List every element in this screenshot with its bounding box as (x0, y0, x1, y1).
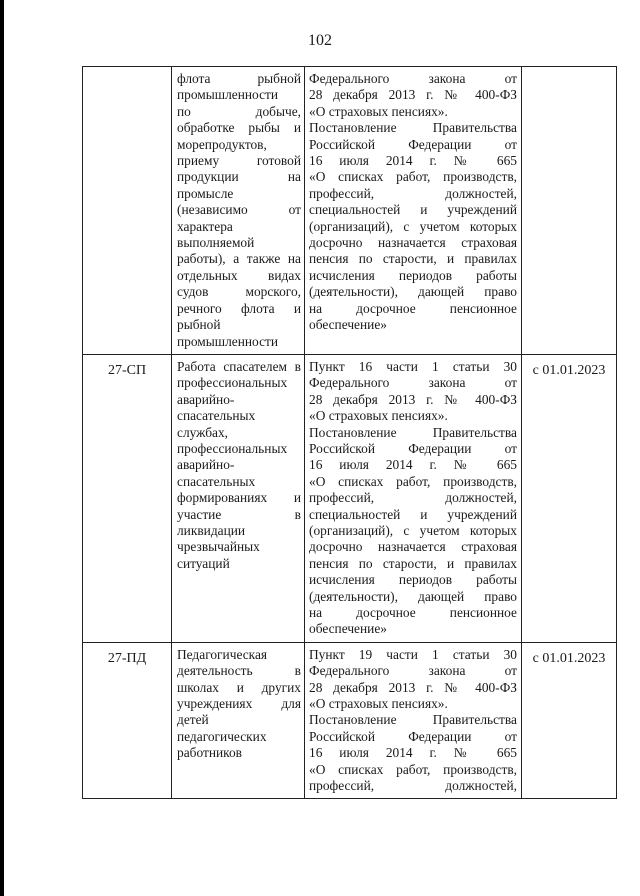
basis-line: Российской Федерации от (309, 728, 517, 744)
basis-line: Пункт 19 части 1 статьи 30 (309, 646, 517, 662)
work-line: (независимо от (177, 202, 301, 218)
basis-line: специальностей и учреждений (309, 506, 517, 522)
basis-line: (деятельности), дающей право (309, 588, 517, 604)
work-line: деятельность в (177, 663, 301, 679)
basis-line: Пункт 16 части 1 статьи 30 (309, 358, 517, 374)
row-work-cell (172, 354, 305, 642)
work-line: обработке рыбы и (177, 120, 301, 136)
basis-line: профессий, должностей, (309, 778, 517, 794)
basis-line: 16 июля 2014 г. № 665 (309, 457, 517, 473)
basis-line: 16 июля 2014 г. № 665 (309, 153, 517, 169)
work-line: промысле (177, 185, 234, 201)
work-line: работы), а также на (177, 251, 301, 267)
work-line: аварийно- (177, 457, 235, 473)
table-body (83, 67, 617, 799)
pension-conditions-table (82, 66, 617, 799)
work-line: промышленности (177, 87, 279, 103)
page-number: 102 (308, 32, 332, 49)
work-line: спасательных (177, 473, 256, 489)
work-line: профессиональных (177, 440, 288, 456)
basis-line: «О страховых пенсиях». (309, 408, 448, 424)
basis-line: исчисления периодов работы (309, 267, 517, 283)
row-basis-cell (305, 354, 522, 642)
work-line: приему готовой (177, 153, 301, 169)
row-date-cell: с 01.01.2023 (522, 354, 617, 642)
work-line: службах, (177, 424, 229, 440)
work-line: морепродуктов, (177, 136, 267, 152)
work-line: учреждениях для (177, 696, 301, 712)
basis-line: «О списках работ, производств, (309, 473, 517, 489)
basis-line: обеспечение» (309, 621, 387, 637)
work-line: профессиональных (177, 375, 288, 391)
basis-line: Федерального закона от (309, 375, 517, 391)
basis-line: 28 декабря 2013 г. № 400-ФЗ (309, 679, 517, 695)
basis-line: досрочно назначается страховая (309, 235, 517, 251)
basis-line: 16 июля 2014 г. № 665 (309, 745, 517, 761)
row-date-cell (522, 67, 617, 355)
work-line: промышленности (177, 333, 279, 349)
work-line: формированиях и (177, 490, 301, 506)
basis-line: обеспечение» (309, 317, 387, 333)
basis-line: специальностей и учреждений (309, 202, 517, 218)
basis-line: исчисления периодов работы (309, 572, 517, 588)
scan-edge-mark (0, 0, 4, 896)
basis-line: Постановление Правительства (309, 424, 517, 440)
basis-line: профессий, должностей, (309, 490, 517, 506)
work-line: речного флота и (177, 300, 301, 316)
row-basis-cell (305, 67, 522, 355)
basis-line: Российской Федерации от (309, 440, 517, 456)
basis-line: пенсия по старости, и правилах (309, 251, 517, 267)
work-line: ликвидации (177, 522, 246, 538)
table-row (83, 67, 617, 355)
row-basis-cell (305, 642, 522, 799)
work-line: характера (177, 218, 233, 234)
basis-line: «О страховых пенсиях». (309, 103, 448, 119)
work-line: по добыче, (177, 103, 301, 119)
row-date-cell: с 01.01.2023 (522, 642, 617, 799)
basis-line: на досрочное пенсионное (309, 605, 517, 620)
basis-line: на досрочное пенсионное (309, 300, 517, 316)
basis-line: 28 декабря 2013 г. № 400-ФЗ (309, 87, 517, 103)
work-line: ситуаций (177, 555, 230, 571)
work-line: продукции на (177, 169, 301, 185)
row-work-cell (172, 67, 305, 355)
basis-line: пенсия по старости, и правилах (309, 555, 517, 571)
work-line: школах и других (177, 679, 301, 695)
row-code-cell: 27-СП (83, 354, 172, 642)
basis-line: «О страховых пенсиях». (309, 696, 448, 712)
work-line: судов морского, (177, 284, 301, 300)
work-line: Работа спасателем в (177, 358, 301, 374)
basis-line: (организаций), с учетом которых (309, 218, 517, 234)
work-line: рыбной (177, 317, 221, 333)
work-line: чрезвычайных (177, 539, 260, 555)
basis-line: (деятельности), дающей право (309, 284, 517, 300)
table-row (83, 642, 617, 799)
work-line: работников (177, 745, 242, 761)
row-code-cell: 27-ПД (83, 642, 172, 799)
basis-line: «О списках работ, производств, (309, 761, 517, 777)
basis-line: Постановление Правительства (309, 120, 517, 136)
basis-line: Постановление Правительства (309, 712, 517, 728)
work-line: участие в (177, 506, 301, 522)
table-row (83, 354, 617, 642)
work-line: Педагогическая (177, 646, 268, 662)
work-line: педагогических (177, 728, 267, 744)
basis-line: «О списках работ, производств, (309, 169, 517, 185)
work-line: спасательных (177, 408, 256, 424)
basis-line: Российской Федерации от (309, 136, 517, 152)
work-line: детей (177, 712, 209, 728)
basis-line: Федерального закона от (309, 663, 517, 679)
work-line: флота рыбной (177, 71, 301, 86)
basis-line: Федерального закона от (309, 71, 517, 86)
work-line: выполняемой (177, 235, 255, 251)
row-work-cell (172, 642, 305, 799)
work-line: отдельных видах (177, 267, 301, 283)
work-line: аварийно- (177, 391, 235, 407)
basis-line: профессий, должностей, (309, 185, 517, 201)
basis-line: досрочно назначается страховая (309, 539, 517, 555)
basis-line: 28 декабря 2013 г. № 400-ФЗ (309, 391, 517, 407)
row-code-cell (83, 67, 172, 355)
basis-line: (организаций), с учетом которых (309, 522, 517, 538)
